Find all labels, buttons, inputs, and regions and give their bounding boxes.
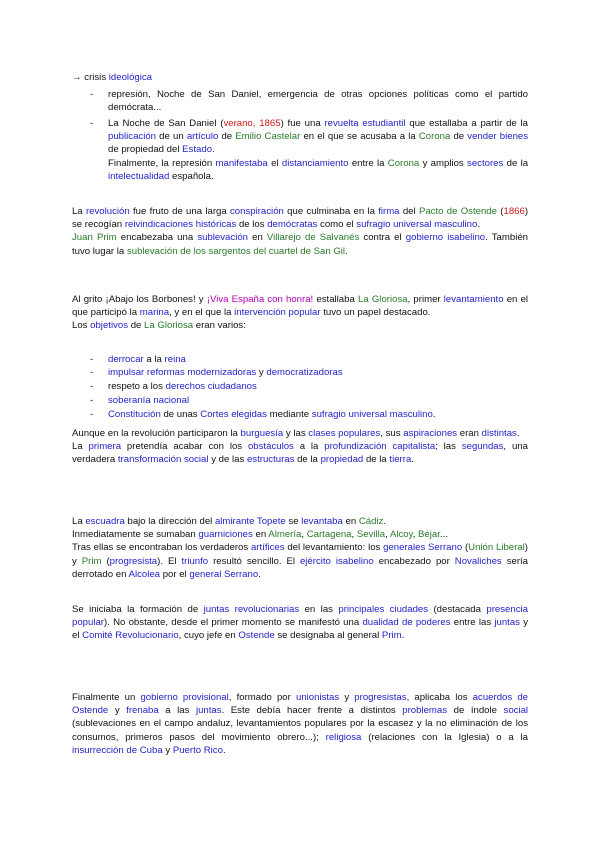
- objective-item: derrocar a la reina: [108, 354, 186, 365]
- bullet-repression: represión, Noche de San Daniel, emergencia de otras opciones políticas como el partido demócrata...: [108, 89, 528, 114]
- paragraph-juntas: Se iniciaba la formación de juntas revolucionarias en las principales ciudades (destacada presencia popular). No obstante, desde el primer momento se manifestó una dualidad de poderes entre las juntas y el Comité Revolucionario, cuyo jefe en Ostende se designaba al general Prim.: [72, 604, 528, 642]
- objective-item: soberanía nacional: [108, 395, 190, 406]
- bullet-san-daniel: La Noche de San Daniel (verano, 1865) fue una revuelta estudiantil que estallaba a partir de la publicación de un artículo de Emilio Castelar en el que se acusaba a la Corona de vender bienes de propiedad del Estado. Finalmente, la represión manifestaba el distanciamiento entre la Corona y amplios sectores de la intelectualidad española.: [108, 118, 529, 182]
- crisis-line: → crisis ideológica: [72, 72, 153, 83]
- paragraph-revolution: La revolución fue fruto de una larga conspiración que culminaba en la firma del Pacto de Ostende (1866) se recogían reivindicaciones históricas de los demócratas como el sufragio universal masculino. Juan Prim encabezaba una sublevación en Villarejo de Salvanés contra el gobierno isabelino. También tuvo lugar la sublevación de los sargentos del cuartel de San Gil.: [72, 206, 529, 257]
- bullet-dash: -: [90, 381, 94, 392]
- arrow-glyph: →: [72, 72, 82, 83]
- objective-item: impulsar reformas modernizadoras y democratizadoras: [108, 367, 343, 378]
- paragraph-gloriosa: Al grito ¡Abajo los Borbones! y ¡Viva España con honra! estallaba La Gloriosa, primer levantamiento en el que participó la marina, y en el que la intervención popular tuvo un papel destacado. Los objetivos de La Gloriosa eran varios:: [72, 294, 529, 332]
- objective-item: respeto a los derechos ciudadanos: [108, 381, 257, 392]
- bullet-dash: -: [90, 354, 94, 365]
- bullet-dash: -: [90, 89, 94, 100]
- paragraph-squadron: La escuadra bajo la dirección del almirante Topete se levantaba en Cádiz. Inmediatamente se sumaban guarniciones en Almería, Cartagena, Sevilla, Alcoy, Béjar... Tras ellas se encontraban los verdaderos artífices del levantamiento: los generales Serrano (Unión Liberal) y Prim (progresista). El triunfo resultó sencillo. El ejército isabelino encabezado por Novaliches sería derrotado en Alcolea por el general Serrano.: [72, 516, 529, 580]
- bullet-dash: -: [90, 409, 94, 420]
- bullet-dash: -: [90, 118, 94, 129]
- paragraph-provisional-government: Finalmente un gobierno provisional, formado por unionistas y progresistas, aplicaba los acuerdos de Ostende y frenaba a las juntas. Este debía hacer frente a distintos problemas de índole social (sublevaciones en el campo andaluz, levantamientos populares por la escasez y la no eliminación de los consumos, primeros pasos del movimiento obrero...); religiosa (relaciones con la Iglesia) o a la insurrección de Cuba y Puerto Rico.: [72, 692, 529, 756]
- objective-item: Constitución de unas Cortes elegidas mediante sufragio universal masculino.: [108, 409, 436, 420]
- bullet-dash: -: [90, 367, 94, 378]
- paragraph-aspirations: Aunque en la revolución participaron la burguesía y las clases populares, sus aspiraciones eran distintas. La primera pretendía acabar con los obstáculos a la profundización capitalista; las segundas, una verdadera transformación social y de las estructuras de la propiedad de la tierra.: [72, 428, 528, 466]
- bullet-dash: -: [90, 395, 94, 406]
